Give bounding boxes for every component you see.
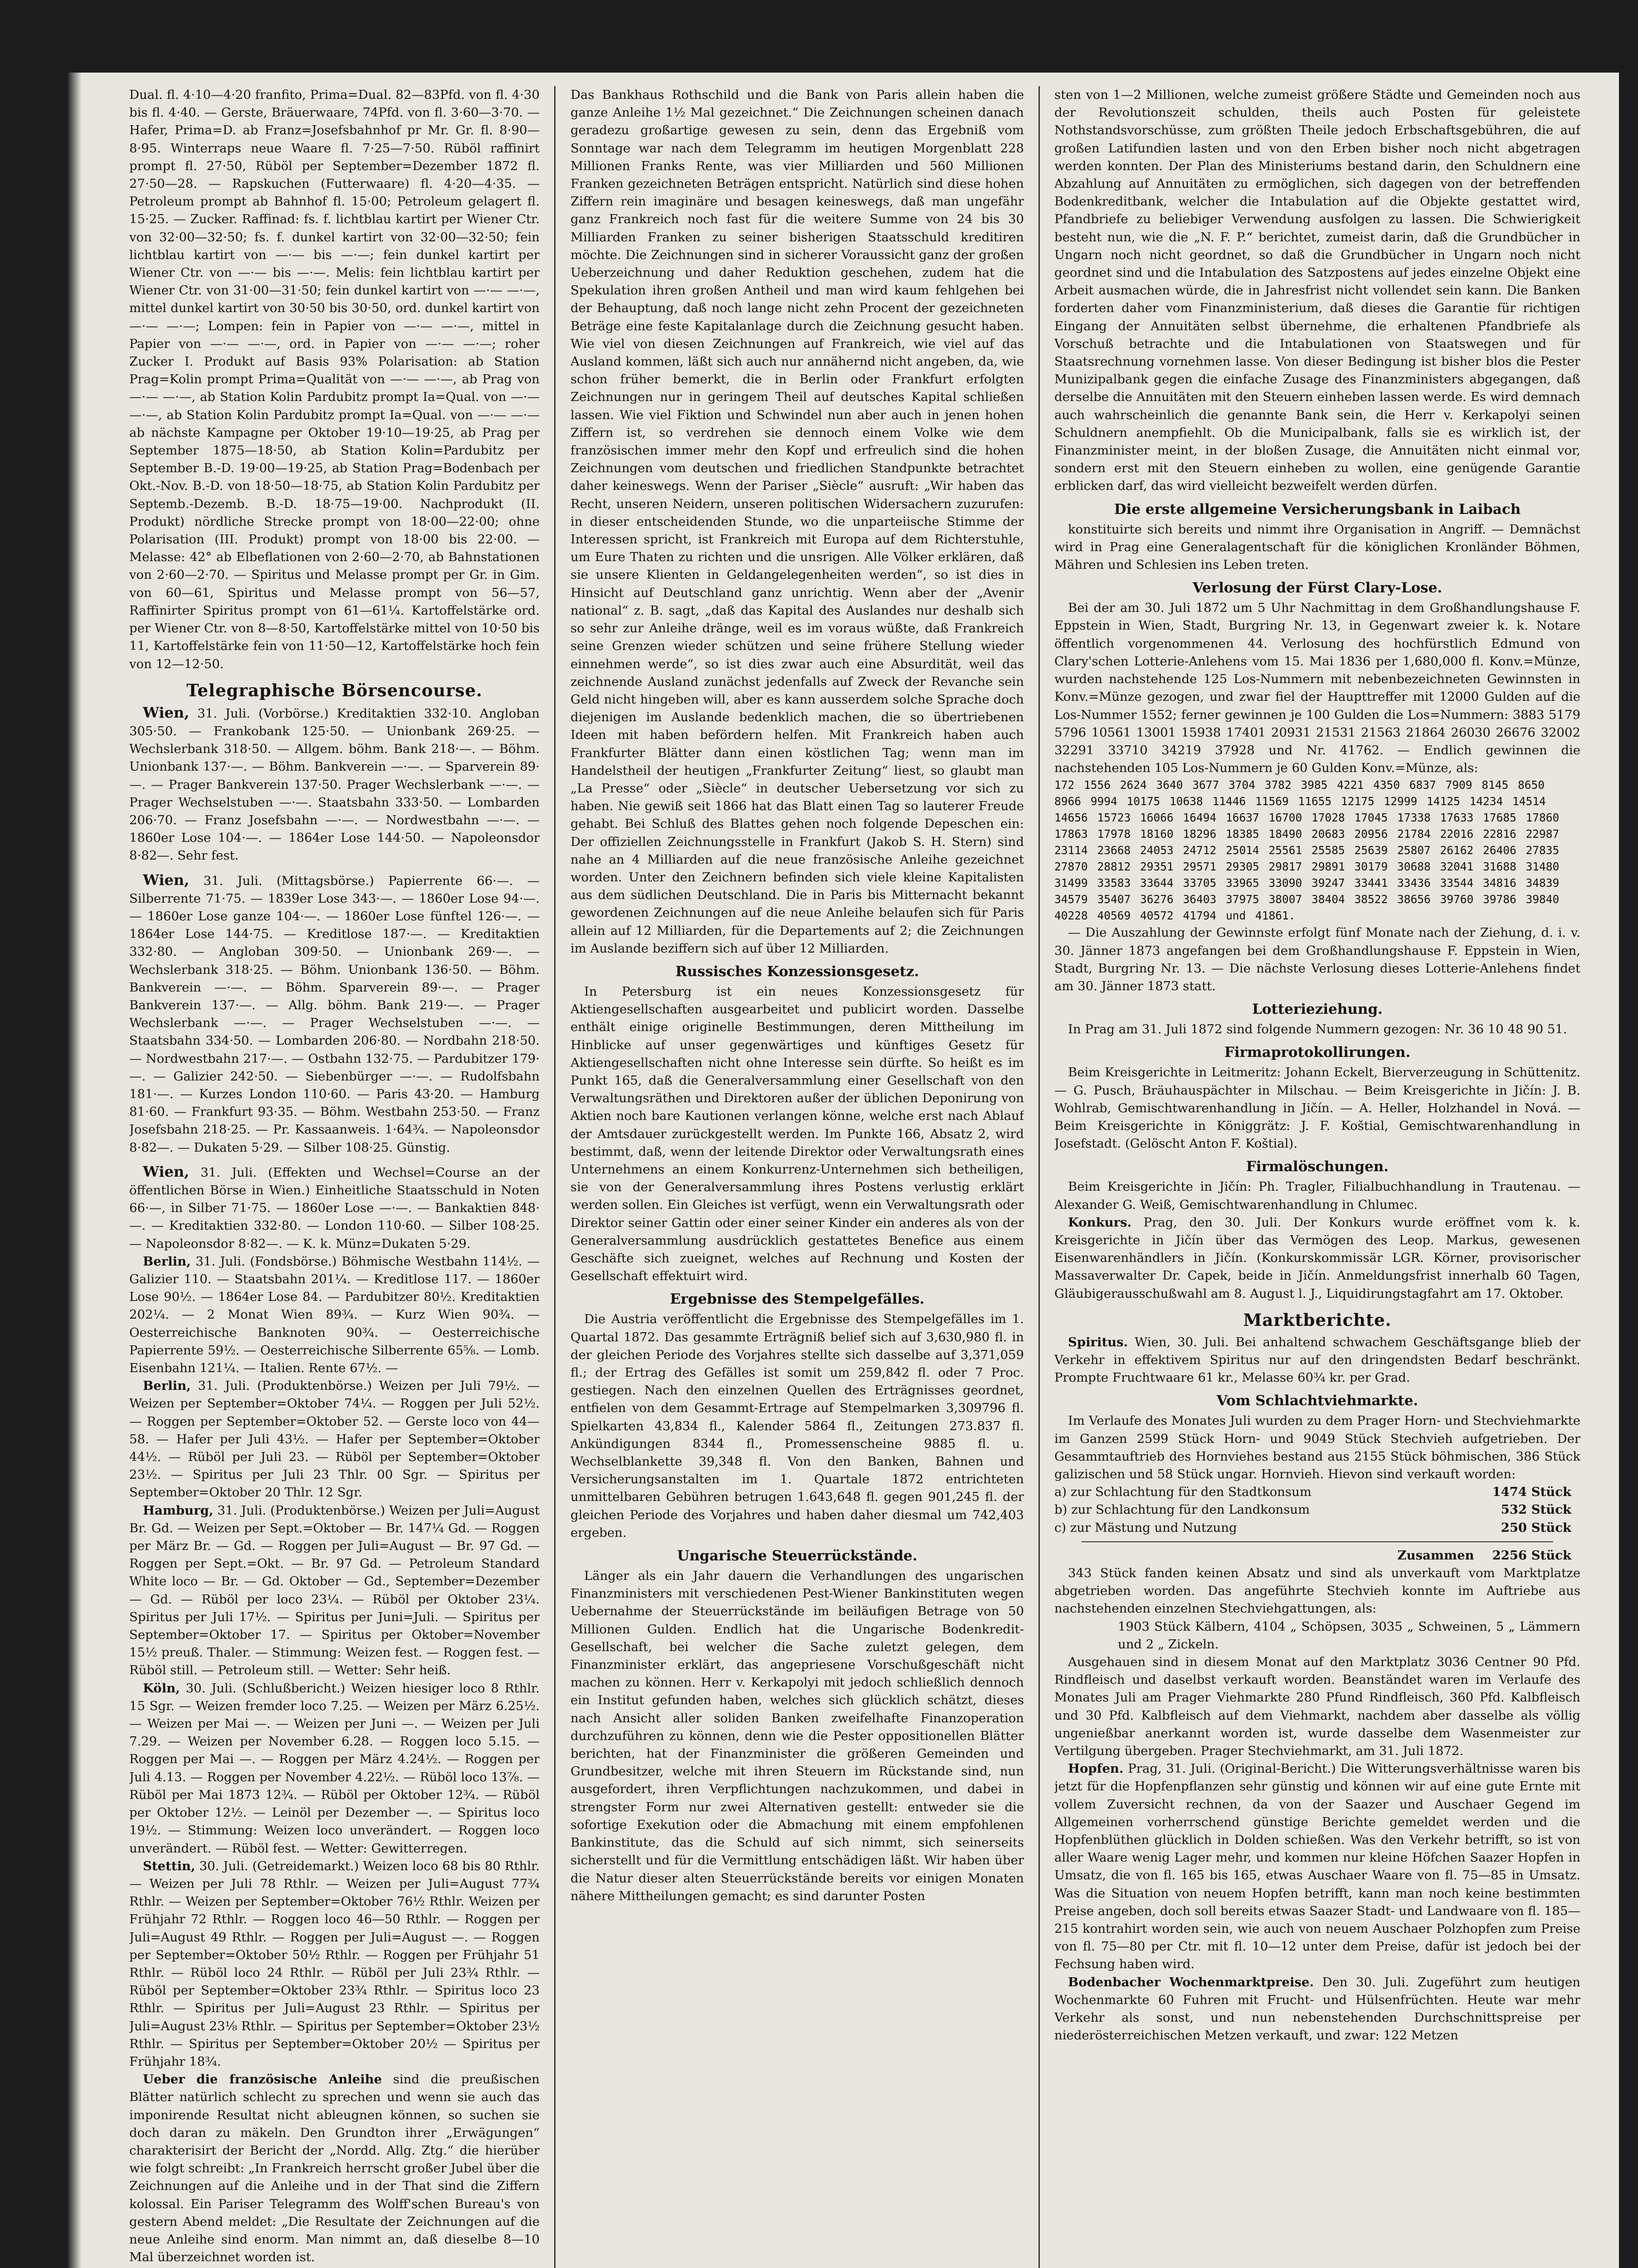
wien-vorboerse-report: Wien, 31. Juli. (Vorbörse.) Kreditaktien 332·10. Angloban 305·50. — Frankobank 125·50. — Unionbank 269·25. — Wechslerbank 318·50. — Allgem. böhm. Bank 218·—. — Böhm. Unionbank 137·—. — Böhm. Bankverein —·—. — Sparverein 89·—. — Prager Bankverein 137·50. Prager Wechslerbank —·—. — Prager Wechselstuben —·—. Staatsbahn 333·50. — Lombarden 206·70. — Franz Josefsbahn —·—. — Nordwestbahn —·—. — 1860er Lose 104·—. — 1864er Lose 144·50. — Napoleonsdor 8·82—. Sehr fest. (129, 704, 540, 863)
insurance-bank-text: konstituirte sich bereits und nimmt ihre Organisation in Angriff. — Demnächst wird in Prag eine Generalagentschaft für die königlichen Kronländer Böhmen, Mähren und Schlesien ins Leben treten. (1054, 522, 1580, 572)
french-loan-continued: Das Bankhaus Rothschild und die Bank von Paris allein haben die ganze Anleihe 1½ Mal gezeichnet.“ Die Zeichnungen scheinen danach geradezu großartige gewesen zu sein, denn das Ergebniß vom Sonntage war nach dem Telegramm im heutigen Morgenblatt 228 Millionen Franks Rente, was vier Milliarden und 560 Millionen Franken gezeichneten Beträgen entspricht. Natürlich sind diese hohen Ziffern rein imaginäre und besagen keineswegs, daß man ungefähr ganz Frankreich noch fast für die weitere Summe von 24 bis 30 Milliarden Franken zu seiner bisherigen Staatsschuld kreditiren möchte. Die Zeichnungen sind in sicherer Voraussicht ganz der großen Ueberzeichnung und daher Reduktion geschehen, zudem hat die Spekulation ihren großen Antheil und man wird kaum fehlgehen bei der Behauptung, daß noch lange nicht zehn Procent der gezeichneten Beträge eine feste Kapitalanlage durch die Zeichnung gesucht haben. Wie viel von diesen Zeichnungen auf Frankreich, wie viel auf das Ausland kommen, läßt sich auch nur annähernd nicht angeben, da, wie schon früher bemerkt, die in Berlin oder Frankfurt erfolgten Zeichnungen nur in geringem Theil auf deutsches Kapital schließen lassen. Wie viel Fiktion und Schwindel nun aber auch in jenen hohen Ziffern ist, so verdrehen sie dennoch einem Volke wie dem französischen immer mehr den Kopf und erfreulich sind die hohen Zeichnungen vom deutschen und friedlichen Standpunkte betrachtet daher keineswegs. Wenn der Pariser „Siècle“ ausruft: „Wir haben das Recht, unseren Neidern, unseren politischen Widersachern zuzurufen: in dieser entscheidenden Stunde, wo die unparteiische Stimme der Interessen spricht, ist Frankreich mit Europa auf dem Richterstuhle, um Eure Thaten zu richten und die unsrigen. Alle Völker erklären, daß sie unsere Klienten in Geldangelegenheiten werden“, so ist dies in Hinsicht auf Deutschland ganz unrichtig. Wenn aber der „Avenir national“ z. B. sagt, „daß das Kapital des Auslandes nur deshalb sich so sehr zur Anleihe dränge, weil es im voraus wüßte, daß Frankreich seine Grenzen wieder schützen und seine frühere Stellung wieder einnehmen werde“, so ist dies zwar auch eine Absurdität, weil das zeichnende Ausland zunächst jedenfalls auf Zweck der Revanche sein Geld nicht hingeben will, aber es kann ausserdem solche Sprache doch diejenigen im Auslande bedenklich machen, die so übertriebenen Ideen mit haben befördern helfen. Mit Frankreich haben auch Frankfurter Blätter dann einen köstlichen Tag; wenn man im Handelstheil der heutigen „Frankfurter Zeitung“ liest, so glaubt man „La Presse“ oder „Siècle“ in deutscher Uebersetzung vor sich zu haben. Nie gewiß seit 1866 hat das Blatt einen Tag so lauterer Freude gehabt. Bei Schluß des Blattes gehen noch folgende Depeschen ein: Der offiziellen Zeichnungsstelle in Frankfurt (Jakob S. H. Stern) sind nahe an 4 Milliarden auf die neue französische Anleihe gezeichnet worden. Unter den Zeichnern befinden sich viele kleine Kapitalisten aus dem südlichen Deutschland. Die in Paris bis Mitternacht bekannt gewordenen Zeichnungen auf die neue Anleihe belaufen sich für Paris allein auf 12 Milliarden, für die Departements auf 2; die Zeichnungen im Auslande beziffern sich auf über 12 Milliarden. (570, 88, 1024, 956)
article-lead: Hopfen. (1068, 1761, 1124, 1776)
city-label: Berlin, (143, 1254, 191, 1269)
city-label: Berlin, (143, 1378, 191, 1393)
berlin-fonds-report: Berlin, 31. Juli. (Fondsbörse.) Böhmische Westbahn 114½. — Galizier 110. — Staatsbahn 201¼. — Kreditlose 117. — 1860er Lose 90½. — 1864er Lose 84. — Pardubitzer 80½. Kreditaktien 202¼. — 2 Monat Wien 89¾. — Kurz Wien 90¾. — Oesterreichische Banknoten 90¾. — Oesterreichische Papierrente 59½. — Oesterreichische Silberrente 65⅝. — Lomb. Eisenbahn 121¼. — Italien. Rente 67½. — (129, 1254, 540, 1376)
firm-deletions-text: Beim Kreisgerichte in Jičín: Ph. Tragler, Filialbuchhandlung in Trautenau. — Alexander G. Weiß, Gemischtwarenhandlung in Chlumec. (1054, 1179, 1580, 1212)
hungarian-tax-heading: Ungarische Steuerrückstände. (677, 1548, 917, 1564)
article-lead: Ueber die französische Anleihe (143, 2072, 382, 2087)
lottery-number-list: 172 1556 2624 3640 3677 3704 3782 3985 4221 4350 6837 7909 8145 8650 8966 9994 10175 10638 11446 11569 11655 12175 12999 14125 14234 14514 14656 15723 16066 16494 16637 16700 17028 17045 17338 17633 17685 17860 17863 17978 18160 18296 18385 18490 20683 20956 21784 22016 22816 22987 23114 23668 24053 24712 25014 25561 25585 25639 25807 26162 26406 27835 27870 28812 29351 29571 29305 29817 29891 30179 30688 32041 31688 31480 31499 33583 33644 33705 33965 33090 39247 33441 33436 33544 34816 34839 34579 35407 36276 36403 37975 38007 38404 38522 38656 39760 39786 39840 40228 40569 40572 41794 und 41861. (1054, 778, 1560, 923)
page-edge-shadow (68, 73, 82, 2268)
firm-registrations-heading: Firmaprotokollirungen. (1224, 1044, 1411, 1061)
hungarian-tax-article: Länger als ein Jahr dauern die Verhandlungen des ungarischen Finanzministers mit verschiedenen Pest-Wiener Bankinstituten wegen Uebernahme der Steuerrückstände im beiläufigen Betrage von 50 Millionen Gulden. Endlich hat die Ungarische Bodenkredit-Gesellschaft, bei welcher die Sache zuletzt gelegen, dem Finanzminister erklärt, das angepriesene Vorschußgeschäft nicht machen zu können. Herr v. Kerkapolyi mit jedoch schließlich dennoch ein Institut gefunden haben, welches sich glücklich schätzt, dieses nach Ansicht aller soliden Banken zweifelhafte Finanzoperation durchzuführen zu können, denn wie die Pester oppositionellen Blätter berichten, hat der Finanzminister die größeren Gemeinden und Grundbesitzer, welche mit ihren Steuern im Rückstande sind, nun ausgefordert, ihren Verpflichtungen nachzukommen, und dabei in strengster Form nur zwei Alternativen gestellt: entweder sie die sofortige Exekution oder die Abmachung mit einem empfohlenen Bankinstitute, das die Schuld auf sich nimmt, sich seinerseits sicherstellt und für die Vermittlung entschädigen läßt. Wir haben über die Natur dieser alten Steuerrückstände bereits vor einigen Monaten nähere Mittheilungen gemacht; es sind darunter Posten (570, 1569, 1024, 1903)
hamburg-report: Hamburg, 31. Juli. (Produktenbörse.) Weizen per Juli=August Br. Gd. — Weizen per Sept.=Oktober — Br. 147¼ Gd. — Roggen per März Br. — Gd. — Roggen per Juli=August — Br. 97 Gd. — Roggen per Sept.=Okt. — Br. 97 Gd. — Petroleum Standard White loco — Br. — Gd. Oktober — Gd., September=Dezember — Gd. — Rüböl per loco 23¼. — Rüböl per Oktober 23¼. Spiritus per Juli 17½. — Spiritus per Juni=Juli. — Spiritus per September=Oktober 17. — Spiritus per Oktober=November 15½ preuß. Thaler. — Stimmung: Weizen fest. — Roggen fest. — Rüböl still. — Petroleum still. — Wetter: Sehr heiß. (129, 1503, 540, 1678)
column-divider (1038, 86, 1040, 2268)
article-lead: Bodenbacher Wochenmarktpreise. (1068, 1975, 1314, 1989)
clary-lottery-text: Bei der am 30. Juli 1872 um 5 Uhr Nachmittag in dem Großhandlungshause F. Eppstein in Wien, Stadt, Burgring Nr. 13, in Gegenwart zweier k. k. Notare öffentlich vorgenommenen 44. Verlosung des hochfürstlich Edmund von Clary'schen Lotterie-Anlehens vom 15. Mai 1836 per 1,680,000 fl. Konv.=Münze, wurden nachstehende 125 Los-Nummern mit nebenbezeichneten Gewinnsten in Konv.=Münze gezogen, und zwar fiel der Haupttreffer mit 12000 Gulden auf die Los-Nummer 1552; ferner gewinnen je 100 Gulden die Los=Nummern: 3883 5179 5796 10561 13001 15938 17401 20931 21531 21563 21864 26030 26676 32002 32291 33710 34219 37928 und Nr. 41762. — Endlich gewinnen die nachstehenden 105 Los-Nummern je 60 Gulden Konv.=Münze, als: (1054, 601, 1580, 776)
column-left (129, 86, 540, 2268)
clary-lottery-payout: — Die Auszahlung der Gewinnste erfolgt fünf Monate nach der Ziehung, d. i. v. 30. Jänner 1873 angefangen bei dem Großhandlungshause F. Eppstein in Wien, Stadt, Burgring Nr. 13. — Die nächste Verlosung dieses Lotterie-Anlehens findet am 30. Jänner 1873 statt. (1054, 925, 1580, 993)
insurance-bank-heading: Die erste allgemeine Versicherungsbank in Laibach (1114, 501, 1521, 518)
cattle-market-heading: Vom Schlachtviehmarkte. (1216, 1393, 1419, 1409)
cattle-market-text-3: Ausgehauen sind in diesem Monat auf den Marktplatz 3036 Centner 90 Pfd. Rindfleisch und daselbst verkauft worden. Beanständet waren im Verlaufe des Monates Juli am Prager Viehmarkte 280 Pfund Rindfleisch, 360 Pfd. Kalbfleisch und 30 Pfd. Kalbfleisch auf dem Viehmarkt, nachdem aber dasselbe als völlig ungenießbar anerkannt worden ist, wurde dasselbe dem Wasenmeister zur Vertilgung übergeben. Prager Stechviehmarkt, am 31. Juli 1872. (1054, 1655, 1580, 1759)
table-row: a) zur Schlachtung für den Stadtkonsum 1474 Stück (1054, 1485, 1571, 1500)
lottery-draw-heading: Lotterieziehung. (1252, 1001, 1383, 1018)
firm-registrations-text: Beim Kreisgerichte in Leitmeritz: Johann Eckelt, Bierverzeugung in Schüttenitz. — G. Pusch, Bräuhauspächter in Milschau. — Beim Kreisgerichte in Jičín: J. B. Wohlrab, Gemischtwarenhandlung in Jičín. — A. Heller, Holzhandel in Nová. — Beim Kreisgerichte in Königgrätz: J. F. Koštial, Gemischtwarenhandlung in Josefstadt. (Gelöscht Anton F. Koštial). (1054, 1065, 1580, 1151)
russian-concession-article: In Petersburg ist ein neues Konzessionsgesetz für Aktiengesellschaften ausgearbeitet und publicirt worden. Dasselbe enthält einige originelle Bestimmungen, deren Mittheilung im Hinblicke auf unser gegenwärtiges und künftiges Gesetz für Aktiengesellschaften nicht ohne Interesse sein dürfte. So heißt es im Punkt 165, daß die Generalversammlung einer Gesellschaft von den Verwaltungsräthen und Direktoren außer der üblichen Deponirung von Aktien noch bare Kautionen verlangen könne, welche erst nach Ablauf der Amtsdauer zurückgestellt werden. Im Punkte 166, Absatz 2, wird bestimmt, daß, wenn der leitende Direktor oder Verwaltungsrath eines Unternehmens an einem Konkurrenz-Unternehmen sich betheiligen, sie von der Generalversammlung ihres Postens verlustig erklärt werden sollen. Ein Gleiches ist verfügt, wenn ein Verwaltungsrath oder Direktor seiner Gattin oder einer seiner Kinder ein anderes als von der Generalversammlung ausdrücklich gestattetes Benefice aus einem Geschäfte sich zueignet, welches auf Rechnung und Kosten der Gesellschaft effektuirt wird. (570, 984, 1024, 1284)
wien-effekten-report: Wien, 31. Juli. (Effekten und Wechsel=Course an der öffentlichen Börse in Wien.) Einheitliche Staatsschuld in Noten 66·—, in Silber 71·75. — 1860er Lose —·—. — Bankaktien 848·—. — Kreditaktien 332·80. — London 110·60. — Silber 108·25. — Napoleonsdor 8·82—. — K. k. Münz=Dukaten 5·29. (129, 1163, 540, 1251)
table-rule (1082, 1541, 1553, 1542)
cattle-market-text-2: 343 Stück fanden keinen Absatz und sind als unverkauft vom Marktplatze abgetrieben worden. Das angeführte Stechvieh konnte im Auftriebe aus nachstehenden einzelnen Stechviehgattungen, als: (1054, 1566, 1580, 1616)
market-reports-heading: Marktberichte. (1243, 1310, 1392, 1330)
weekly-market-prices: Bodenbacher Wochenmarktpreise. Den 30. Juli. Zugeführt zum heutigen Wochenmarkte 60 Fuhren mit Frucht- und Hülsenfrüchten. Heute war mehr Verkehr als sonst, und nun nebenstehenden Durchschnittspreise per niederösterreichischen Metzen verkauft, und zwar: 122 Metzen (1054, 1975, 1580, 2043)
firm-deletions-heading: Firmalöschungen. (1246, 1158, 1389, 1175)
table-row: b) zur Schlachtung für den Landkonsum 532 Stück (1054, 1502, 1571, 1517)
stamp-duty-article: Die Austria veröffentlicht die Ergebnisse des Stempelgefälles im 1. Quartal 1872. Das gesammte Erträgniß belief sich auf 3,630,980 fl. in der gleichen Periode des Vorjahres stellte sich dasselbe auf 3,371,059 fl.; der Ertrag des Gefälles ist somit um 259,842 fl. oder 7 Proc. gestiegen. Nach den einzelnen Quellen des Erträgnisses geordnet, entfielen von dem Gesammt-Ertrage auf Stempelmarken 3,309796 fl. Spielkarten 43,834 fl., Kalender 5864 fl., Zeitungen 273.837 fl. Ankündigungen 8344 fl., Promessenscheine 9885 fl. u. Wechselblankette 39,348 fl. Von den Banken, Bahnen und Versicherungsanstalten im 1. Quartale 1872 entrichteten unmittelbaren Gebühren betrugen 1.643,648 fl. gegen 901,245 fl. der gleichen Periode des Vorjahres und haben daher diesmal um 742,403 ergeben. (570, 1312, 1024, 1540)
table-total-row: Zusammen 2256 Stück (1397, 1548, 1571, 1563)
berlin-produkten-report: Berlin, 31. Juli. (Produktenbörse.) Weizen per Juli 79½. — Weizen per September=Oktober 74¼. — Roggen per Juli 52½. — Roggen per September=Oktober 52. — Gerste loco von 44—58. — Hafer per Juli 43½. — Hafer per September=Oktober 44½. — Rüböl per Juli 23. — Rüböl per September=Oktober 23½. — Spiritus per Juli 23 Thlr. 00 Sgr. — Spiritus per September=Oktober 20 Thlr. 12 Sgr. (129, 1378, 540, 1500)
stettin-report: Stettin, 30. Juli. (Getreidemarkt.) Weizen loco 68 bis 80 Rthlr. — Weizen per Juli 78 Rthlr. — Weizen per Juli=August 77¾ Rthlr. — Weizen per September=Oktober 76½ Rthlr. Weizen per Frühjahr 72 Rthlr. — Roggen loco 46—50 Rthlr. — Roggen per Juli=August 49 Rthlr. — Roggen per Juli=August —. — Roggen per September=Oktober 50½ Rthlr. — Roggen per Frühjahr 51 Rthlr. — Rüböl loco 24 Rthlr. — Rüböl per Juli 23¾ Rthlr. — Rüböl per September=Oktober 23¾ Rthlr. — Spiritus loco 23 Rthlr. — Spiritus per Juli=August 23 Rthlr. — Spiritus per Juli=August 23⅛ Rthlr. — Spiritus per September=Oktober 23½ Rthlr. — Spiritus per September=Oktober 20½ — Spiritus per Frühjahr 18¾. (129, 1858, 540, 2069)
city-label: Wien, (143, 871, 190, 889)
article-lead: Konkurs. (1068, 1215, 1132, 1230)
hungarian-tax-continued: sten von 1—2 Millionen, welche zumeist größere Städte und Gemeinden noch aus der Revolutionszeit schulden, theils auch Posten für geleistete Nothstandsvorschüsse, zum größten Theile jedoch Erbschaftsgebühren, die auf großen Latifundien lasten und von den Erben bisher noch nicht abgetragen werden konnten. Der Plan des Ministeriums bestand darin, den Schuldnern eine Abzahlung auf Annuitäten zu ermöglichen, sich dagegen von der betreffenden Bodenkreditbank, welcher die Intabulation auf die Objekte gestattet wird, Pfandbriefe zu beliebiger Verwendung ausfolgen zu lassen. Die Schwierigkeit besteht nun, wie die „N. F. P.“ berichtet, zumeist darin, daß die Grundbücher in Ungarn noch nicht geordnet, so daß die Grundbücher in Ungarn noch nicht geordnet sind und die Intabulation des Satzpostens auf jedes einzelne Objekt eine Arbeit ausmachen würde, die in Jahresfrist nicht vollendet sein kann. Die Banken forderten daher vom Finanzministerium, daß dieses die Garantie für richtigen Eingang der Annuitäten selbst übernehme, die erhaltenen Pfandbriefe als Vorschuß betrachte und die Intabulationen von Staatswegen und für Staatsrechnung vornehmen lasse. Von dieser Bedingung ist bisher blos die Pester Munizipalbank gegen die einfache Zusage des Finanzministers abgegangen, daß derselbe die Annuitäten mit den Steuern einheben lassen werde. Es wird demnach auch wahrscheinlich die genannte Bank sein, die Herr v. Kerkapolyi seinen Schuldnern anempfiehlt. Ob die Municipalbank, falls sie es wirklich ist, der Finanzminister meint, in der bloßen Zusage, die Annuitäten nicht einmal vor, sondern erst mit den Steuern einheben zu wollen, eine genügende Garantie erblicken darf, das wird vielleicht bezweifelt werden dürfen. (1054, 88, 1580, 494)
grain-market-report: Dual. fl. 4·10—4·20 franfito, Prima=Dual. 82—83Pfd. von fl. 4·30 bis fl. 4·40. — Gerste, Bräuerwaare, 74Pfd. von fl. 3·60—3·70. — Hafer, Prima=D. ab Franz=Josefsbahnhof pr Mr. Gr. fl. 8·90—8·95. Winterraps neue Waare fl. 7·25—7·50. Rüböl raffinirt prompt fl. 27·50, Rüböl per September=Dezember 1872 fl. 27·50—28. — Rapskuchen (Futterwaare) fl. 4·20—4·35. — Petroleum prompt ab Bahnhof fl. 15·00; Petroleum gelagert fl. 15·25. — Zucker. Raffinad: fs. f. lichtblau kartirt per Wiener Ctr. von 32·00—32·50; fs. f. dunkel kartirt von 32·00—32·50; fein lichtblau kartirt von —·— bis —·—; fein dunkel kartirt per Wiener Ctr. von —·— bis —·—. Melis: fein lichtblau kartirt per Wiener Ctr. von 31·00—31·50; fein dunkel kartirt von —·— —·—, mittel dunkel kartirt von 30·50 bis 30·50, ord. dunkel kartirt von —·— —·—; Lompen: fein in Papier von —·— —·—, mittel in Papier von —·— —·—, ord. in Papier von —·— —·—; roher Zucker I. Produkt auf Basis 93% Polarisation: ab Station Prag=Kolin prompt Prima=Qualität von —·— —·—, ab Prag von —·— —·—, ab Station Kolin Pardubitz prompt Ia=Qual. von —·— —·—, ab Station Kolin Pardubitz prompt Ia=Qual. von —·— —·— ab nächste Kampagne per Oktober 19·10—19·25, ab Prag per September 1875—18·50, ab Station Kolin=Pardubitz per September B.-D. 19·00—19·25, ab Station Prag=Bodenbach per Okt.-Nov. B.-D. von 18·50—18·75, ab Station Kolin Pardubitz per Septemb.-Dezemb. B.-D. 18·75—19·00. Nachprodukt (II. Produkt) nördliche Strecke prompt von 18·00—22·00; ohne Polarisation (III. Produkt) prompt von 18·00 bis 22·00. — Melasse: 42° ab Elbeflationen von 2·60—2·70, ab Bahnstationen von 2·60—2·70. — Spiritus und Melasse prompt per Gr. in Gim. von 60—61, Spiritus und Melasse prompt von 56—57, Raffinirter Spiritus prompt von 61—61¼. Kartoffelstärke ord. per Wiener Ctr. von 8—8·50, Kartoffelstärke mittel von 10·50 bis 11, Kartoffelstärke fein von 11·50—12, Kartoffelstärke hoch fein von 12—12·50. (129, 88, 540, 671)
article-lead: Spiritus. (1068, 1334, 1128, 1349)
russian-concession-heading: Russisches Konzessionsgesetz. (675, 963, 919, 980)
wien-mittagsboerse-report: Wien, 31. Juli. (Mittagsbörse.) Papierrente 66·—. — Silberrente 71·75. — 1839er Lose 343·—. — 1860er Lose 94·—. — 1860er Lose ganze 104·—. — 1860er Lose fünftel 126·—. — 1864er Lose 144·75. — Kreditlose 187·—. — Kreditaktien 332·80. — Angloban 309·50. — Unionbank 269·—. — Wechslerbank 318·25. — Böhm. Unionbank 136·50. — Böhm. Bankverein —·—. — Böhm. Sparverein 89·—. — Prager Bankverein 137·—. — Allg. böhm. Bank 219·—. — Prager Wechslerbank —·—. — Prager Wechselstuben —·—. — Staatsbahn 334·50. — Lombarden 206·80. — Nordbahn 218·50. — Nordwestbahn 217·—. — Ostbahn 132·75. — Pardubitzer 179·—. — Galizier 242·50. — Siebenbürger —·—. — Rudolfsbahn 181·—. — Kurzes London 110·60. — Paris 43·20. — Hamburg 81·60. — Frankfurt 93·35. — Böhm. Westbahn 253·50. — Franz Josefsbahn 218·25. — Pr. Kassaanweis. 1·64¾. — Napoleonsdor 8·82—. — Dukaten 5·29. — Silber 108·25. Günstig. (129, 871, 540, 1155)
telegraph-exchange-heading: Telegraphische Börsencourse. (186, 680, 483, 700)
koeln-report: Köln, 30. Juli. (Schlußbericht.) Weizen hiesiger loco 8 Rthlr. 15 Sgr. — Weizen fremder loco 7.25. — Weizen per März 6.25½. — Weizen per Mai —. — Weizen per Juni —. — Weizen per Juli 7.29. — Weizen per November 6.28. — Roggen loco 5.15. — Roggen per Mai —. — Roggen per März 4.24½. — Roggen per Juli 4.13. — Roggen per November 4.22½. — Rüböl loco 13⅞. — Rüböl per Mai 1873 12¾. — Rüböl per Oktober 12¾. — Rüböl per Oktober 12½. — Leinöl per Dezember —. — Spiritus loco 19½. — Stimmung: Weizen loco unverändert. — Roggen loco unverändert. — Rüböl fest. — Wetter: Gewitterregen. (129, 1681, 540, 1856)
french-loan-article: Ueber die französische Anleihe sind die preußischen Blätter natürlich schlecht zu sprechen und wenn sie auch das imponirende Resultat nicht ableugnen können, so suchen sie doch daran zu mäkeln. Den Grundton ihrer „Erwägungen“ charakterisirt der Bericht der „Nordd. Allg. Ztg.“ die hierüber wie folgt schreibt: „In Frankreich herrscht großer Jubel über die Zeichnungen auf die Anleihe und in der That sind die Ziffern kolossal. Ein Pariser Telegramm des Wolff'schen Bureau's von gestern Abend meldet: „Die Resultate der Zeichnungen auf die neue Anleihe sind enorm. Man nimmt an, daß dieselbe 8—10 Mal überzeichnet worden ist. (129, 2072, 540, 2265)
bankruptcy-notice: Konkurs. Prag, den 30. Juli. Der Konkurs wurde eröffnet vom k. k. Kreisgerichte in Jičín über das Vermögen des Leop. Markus, gewesenen Eisenwarenhändlers in Jičín. (Konkurskommissär LGR. Körner, provisorischer Massaverwalter Dr. Capek, beide in Jičín. Anmeldungsfrist innerhalb 60 Tagen, Gläubigerausschußwahl am 8. August l. J., Liquidirungstagfahrt am 17. Oktober. (1054, 1215, 1580, 1301)
lottery-draw-text: In Prag am 31. Juli 1872 sind folgende Nummern gezogen: Nr. 36 10 48 90 51. (1068, 1022, 1567, 1037)
stamp-duty-heading: Ergebnisse des Stempelgefälles. (670, 1291, 925, 1308)
column-divider (554, 86, 556, 2268)
cattle-sold-table (1054, 1483, 1580, 1564)
column-middle (570, 86, 1024, 2268)
clary-lottery-heading: Verlosung der Fürst Clary-Lose. (1192, 580, 1443, 596)
stechvieh-list: 1903 Stück Kälbern, 4104 „ Schöpsen, 3035 „ Schweinen, 5 „ Lämmern und 2 „ Zickeln. (1118, 1619, 1580, 1652)
spirits-report: Spiritus. Wien, 30. Juli. Bei anhaltend schwachem Geschäftsgange blieb der Verkehr in effektivem Spiritus nur auf den dringendsten Bedarf beschränkt. Prompte Fruchtwaare 61 kr., Melasse 60¾ kr. per Grad. (1054, 1334, 1580, 1385)
cattle-market-text: Im Verlaufe des Monates Juli wurden zu dem Prager Horn- und Stechviehmarkte im Ganzen 2599 Stück Horn- und 9049 Stück Stechvieh aufgetrieben. Der Gesammtauftrieb des Hornviehes bestand aus 2155 Stück böhmischen, 386 Stück galizischen und 58 Stück ungar. Hornvieh. Hievon sind verkauft worden: (1054, 1413, 1580, 1481)
city-label: Wien, (143, 704, 190, 721)
city-label: Wien, (143, 1163, 190, 1180)
city-label: Köln, (143, 1681, 180, 1696)
city-label: Hamburg, (143, 1503, 214, 1518)
table-row: c) zur Mästung und Nutzung 250 Stück (1054, 1520, 1571, 1535)
column-right (1054, 86, 1580, 2268)
hops-report: Hopfen. Prag, 31. Juli. (Original-Bericht.) Die Witterungsverhältnisse waren bis jetzt für die Hopfenpflanzen sehr günstig und können wir auf eine gute Ernte mit vollem Zuversicht rechnen, da von der Saazer und Auschaer Gegend im Allgemeinen vorherrschend günstige Berichte gemeldet werden und die Hopfenblüthen glücklich in Dolden schießen. Was den Verkehr betrifft, so ist von aller Waare wenig Lager mehr, und kommen nur kleine Höfchen Saazer Hopfen in Umsatz, die von fl. 165 bis 165, etwas Auschaer Waare von fl. 75—85 in Umsatz. Was die Situation von neuem Hopfen betrifft, kann man noch keine bestimmten Preise angeben, doch soll bereits etwas Saazer Stadt- und Landwaare von fl. 185—215 kontrahirt worden sein, wie auch von neuem Auschaer Polzhopfen zum Preise von fl. 75—80 per Ctr. mit fl. 10—12 unter dem Preise, dafür ist jedoch bei der Fechsung haben wird. (1054, 1761, 1580, 1972)
city-label: Stettin, (143, 1858, 195, 1873)
